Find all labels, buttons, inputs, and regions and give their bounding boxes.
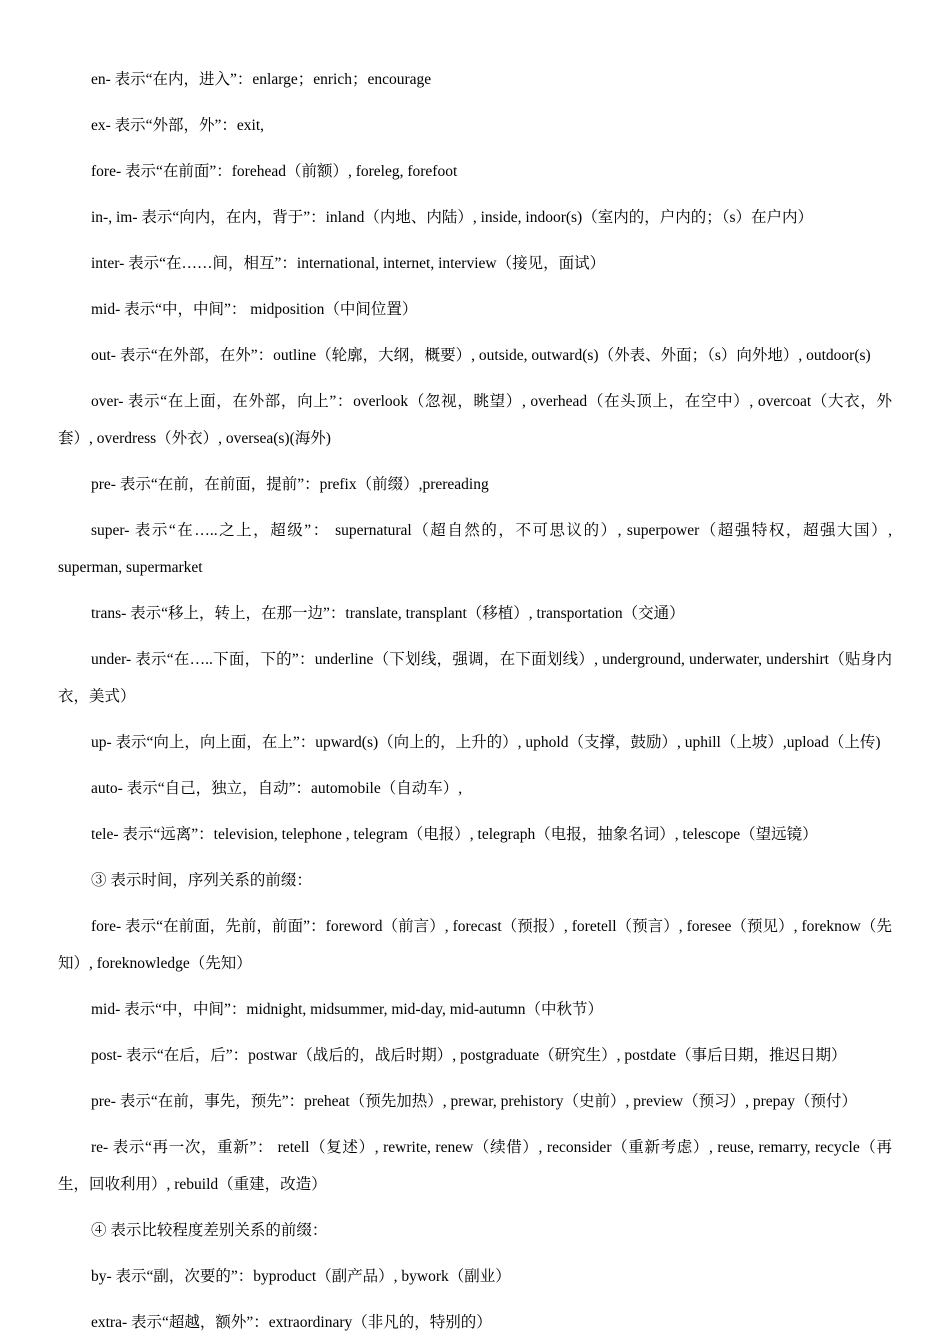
prefix-tele: tele- 表示“远离”：television, telephone , telegram（电报）, telegraph（电报，抽象名词）, telescope（望远镜） [91,826,818,843]
prefix-out: out- 表示“在外部，在外”：outline（轮廓，大纲，概要）, outside, outward(s)（外表、外面；（s）向外地）, outdoor(s) [91,347,871,364]
prefix-over: over- 表示“在上面，在外部，向上”：overlook（忽视，眺望）, overhead（在头顶上，在空中）, overcoat（大衣，外套）, overdress（外衣）, oversea(s)(海外) [58,393,892,447]
prefix-pre-time: pre- 表示“在前，事先，预先”：preheat（预先加热）, prewar, prehistory（史前）, preview（预习）, prepay（预付） [91,1093,858,1110]
section-heading-degree: ④ 表示比较程度差别关系的前缀： [91,1222,328,1239]
prefix-auto: auto- 表示“自己，独立，自动”：automobile（自动车）, [91,780,463,797]
prefix-extra: extra- 表示“超越，额外”：extraordinary（非凡的，特别的） [91,1314,492,1331]
prefix-trans: trans- 表示“移上，转上，在那一边”：translate, transplant（移植）, transportation（交通） [91,605,685,622]
prefix-under: under- 表示“在…..下面，下的”：underline（下划线，强调，在下面划线）, underground, underwater, undershirt（贴身内衣，美式） [58,651,892,705]
prefix-super: super- 表示“在…..之上，超级”： supernatural（超自然的，不可思议的）, superpower（超强特权，超强大国）, superman, supermarket [58,522,892,576]
prefix-fore-time: fore- 表示“在前面，先前，前面”：foreword（前言）, forecast（预报）, foretell（预言）, foresee（预见）, foreknow（先知）, foreknowledge（先知） [58,918,892,972]
prefix-by: by- 表示“副，次要的”：byproduct（副产品）, bywork（副业） [91,1268,511,1285]
prefix-inter: inter- 表示“在……间，相互”：international, internet, interview（接见，面试） [91,255,606,272]
prefix-pre-location: pre- 表示“在前，在前面，提前”：prefix（前缀）,prereading [91,476,489,493]
prefix-en: en- 表示“在内，进入”：enlarge；enrich；encourage [91,71,432,88]
prefix-re: re- 表示“再一次，重新”： retell（复述）, rewrite, renew（续借）, reconsider（重新考虑）, reuse, remarry, recycle（再生，回收利用）, rebuild（重建，改造） [58,1139,892,1193]
prefix-post: post- 表示“在后，后”：postwar（战后的，战后时期）, postgraduate（研究生）, postdate（事后日期，推迟日期） [91,1047,847,1064]
prefix-mid-time: mid- 表示“中，中间”：midnight, midsummer, mid-day, mid-autumn（中秋节） [91,1001,603,1018]
prefix-ex: ex- 表示“外部，外”：exit, [91,117,265,134]
prefix-up: up- 表示“向上，向上面，在上”：upward(s)（向上的，上升的）, uphold（支撑，鼓励）, uphill（上坡）,upload（上传) [91,734,881,751]
prefix-mid-location: mid- 表示“中，中间”： midposition（中间位置） [91,301,418,318]
prefix-fore-location: fore- 表示“在前面”：forehead（前额）, foreleg, forefoot [91,163,458,180]
prefix-in-im: in-, im- 表示“向内，在内，背于”：inland（内地、内陆）, inside, indoor(s)（室内的，户内的；（s）在户内） [91,209,814,226]
section-heading-time: ③ 表示时间，序列关系的前缀： [91,872,312,889]
